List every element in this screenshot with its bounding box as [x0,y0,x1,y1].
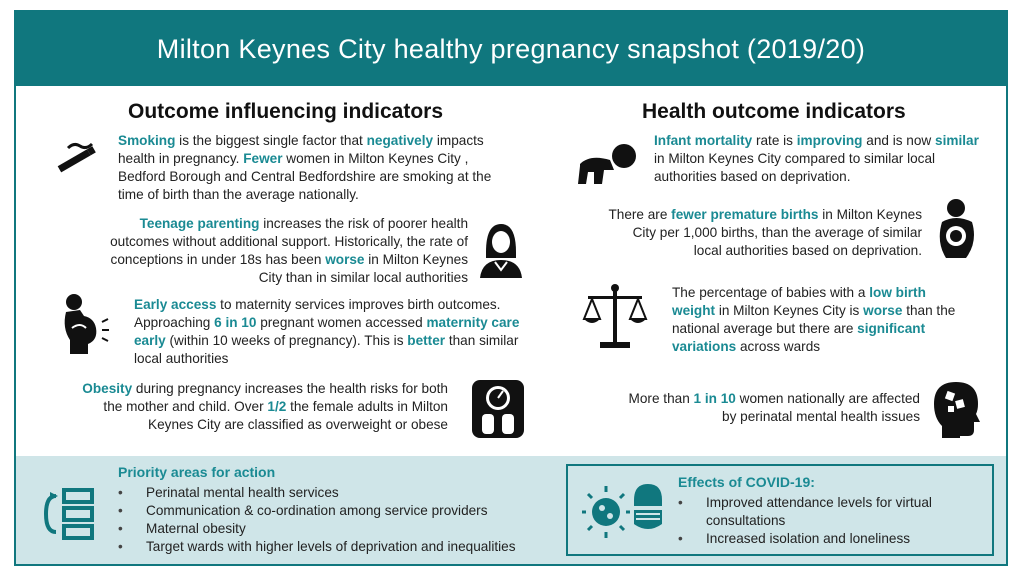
page-title: Milton Keynes City healthy pregnancy snapshot (2019/20) [156,33,866,64]
infographic-frame [14,10,1008,566]
priority-areas-title: Priority areas for action [118,464,276,480]
list-item: • Maternal obesity [118,520,516,538]
balance-scales-icon [582,282,648,350]
cigarette-icon [52,138,100,174]
list-item: • Increased isolation and loneliness [678,530,978,548]
premature-births-text: There are fewer premature births in Milton Keynes City per 1,000 births, than the average of similar local authorities based on deprivation. [608,207,922,258]
mother-baby-icon [934,198,980,262]
covid-effects-box [566,464,994,556]
priority-list [118,484,516,556]
obesity-text: Obesity during pregnancy increases the health risks for both the mother and child. Over 1/2 the female adults in Milton Keynes City are classified as overweight or obese [82,381,448,432]
list-item: • Target wards with higher levels of deprivation and inequalities [118,538,516,556]
teenage-parenting-text: Teenage parenting increases the risk of poorer health outcomes without additional support. Historically, the rate of conceptions in under 18s has been worse in Milton Keynes City than in similar local authorities [110,216,468,285]
covid-effects-list [678,494,978,548]
list-action-icon [40,486,96,542]
list-item: • Perinatal mental health services [118,484,516,502]
infant-mortality-text: Infant mortality rate is improving and is now similar in Milton Keynes City compared to similar local authorities based on deprivation. [654,133,979,184]
early-access-text: Early access to maternity services improves birth outcomes. Approaching 6 in 10 pregnant women accessed maternity care early (within 10 weeks of pregnancy). This is better than similar local authorities [134,297,520,366]
low-birth-weight-text: The percentage of babies with a low birth weight in Milton Keynes City is worse than the national average but there are significant variations across wards [672,285,956,354]
covid-effects-title: Effects of COVID-19: [678,474,815,490]
scale-person-icon [470,378,526,440]
list-item: • Communication & co-ordination among service providers [118,502,516,520]
teen-girl-icon [478,222,524,278]
list-item: • Improved attendance levels for virtual consultations [678,494,978,530]
baby-crawling-icon [576,142,638,188]
bottom-panel [16,456,1006,564]
smoking-text: Smoking is the biggest single factor that negatively impacts health in pregnancy. Fewer women in Milton Keynes City , Bedford Borough and Central Bedfordshire are smoking at the time of birth than the average nationally. [118,133,492,202]
outcome-influencing-heading: Outcome influencing indicators [128,100,444,123]
pregnant-woman-icon [54,292,110,356]
title-banner [16,12,1006,86]
perinatal-mental-health-text: More than 1 in 10 women nationally are affected by perinatal mental health issues [628,391,920,424]
health-outcome-heading: Health outcome indicators [642,100,906,123]
head-puzzle-icon [932,380,982,438]
virus-mask-icon [582,480,666,540]
